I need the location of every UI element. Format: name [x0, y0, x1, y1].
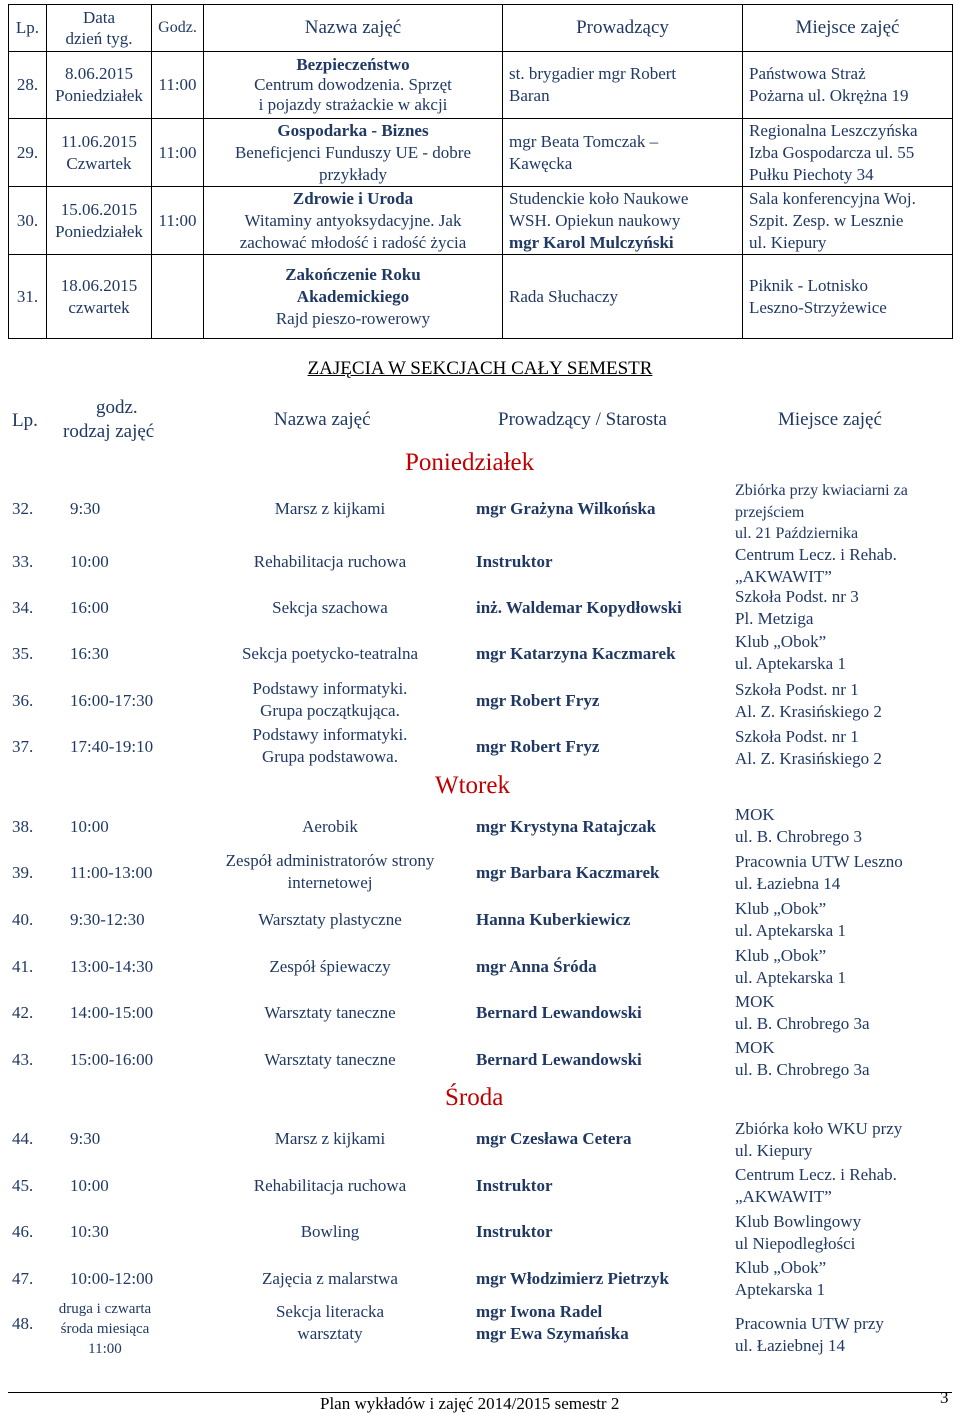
section-header-place: Miejsce zajęć [778, 409, 882, 430]
header-lecturer: Prowadzący [503, 5, 743, 52]
entry-lecturer: Bernard Lewandowski [476, 1050, 642, 1069]
entry-place: Szkoła Podst. nr 1 Al. Z. Krasińskiego 2 [735, 680, 882, 721]
row-time: 11:00 [152, 187, 204, 255]
entry-time: 9:30-12:30 [70, 910, 145, 929]
entry-lecturer: mgr Katarzyna Kaczmarek [476, 644, 676, 663]
entry-name: Warsztaty taneczne [264, 1003, 396, 1022]
row-name: Gospodarka - Biznes Beneficjenci Funduszy UE - dobre przykłady [204, 119, 503, 187]
row-name: Bezpieczeństwo Centrum dowodzenia. Sprzęt i pojazdy strażackie w akcji [204, 52, 503, 119]
entry-lecturer: Hanna Kuberkiewicz [476, 910, 631, 929]
table-row [9, 255, 953, 339]
entry-lp: 44. [12, 1129, 34, 1148]
entry-lp: 34. [12, 598, 34, 617]
row-name: Zakończenie Roku Akademickiego Rajd pieszo-rowerowy [204, 255, 503, 339]
row-name: Zdrowie i Uroda Witaminy antyoksydacyjne. Jak zachować młodość i radość życia [204, 187, 503, 255]
entry-name: Marsz z kijkami [274, 1129, 386, 1148]
entry-place: Klub „Obok” Aptekarska 1 [735, 1258, 827, 1299]
entry-time: 10:00 [70, 1176, 109, 1195]
entry-time: 9:30 [70, 499, 101, 518]
entry-name: Aerobik [302, 817, 358, 836]
day-heading-wednesday: Środa [445, 1084, 504, 1111]
section-header-name: Nazwa zajęć [274, 409, 371, 430]
entry-time: 16:00-17:30 [70, 691, 154, 710]
entry-lecturer: mgr Włodzimierz Pietrzyk [476, 1269, 669, 1288]
entry-time: 10:00-12:00 [70, 1269, 154, 1288]
section-header-lecturer: Prowadzący / Starosta [498, 409, 667, 430]
row-lp: 30. [9, 187, 47, 255]
entry-place: Zbiórka koło WKU przy ul. Kiepury [735, 1119, 903, 1160]
entry-lecturer: Instruktor [476, 1176, 553, 1195]
table-row [9, 52, 953, 119]
row-date: 18.06.2015 czwartek [47, 255, 152, 339]
row-date: 15.06.2015 Poniedziałek [47, 187, 152, 255]
entry-place: Klub „Obok” ul. Aptekarska 1 [735, 946, 846, 987]
entry-time: 13:00-14:30 [70, 957, 154, 976]
entry-place: MOK ul. B. Chrobrego 3a [735, 1038, 870, 1079]
row-place: Piknik - Lotnisko Leszno-Strzyżewice [743, 255, 953, 339]
section-header-type: rodzaj zajęć [63, 421, 155, 442]
entry-time: 11:00-13:00 [70, 863, 153, 882]
row-place: Regionalna Leszczyńska Izba Gospodarcza ul. 55 Pułku Piechoty 34 [743, 119, 953, 187]
row-lecturer: mgr Beata Tomczak – Kawęcka [503, 119, 743, 187]
entry-lp: 36. [12, 691, 34, 710]
entry-name: Warsztaty plastyczne [258, 910, 402, 929]
row-lecturer: Studenckie koło Naukowe WSH. Opiekun naukowy mgr Karol Mulczyński [503, 187, 743, 255]
entry-time: 9:30 [70, 1129, 101, 1148]
entry-lecturer: mgr Iwona Radel mgr Ewa Szymańska [476, 1302, 629, 1343]
entry-place: MOK ul. B. Chrobrego 3a [735, 992, 870, 1033]
entry-lecturer: inż. Waldemar Kopydłowski [476, 598, 682, 617]
entry-place: Pracownia UTW Leszno ul. Łaziebna 14 [735, 852, 903, 893]
entry-time: 15:00-16:00 [70, 1050, 154, 1069]
entry-lp: 47. [12, 1269, 34, 1288]
entry-name: Sekcja poetycko-teatralna [241, 644, 419, 663]
entry-time: 14:00-15:00 [70, 1003, 154, 1022]
footer-text: Plan wykładów i zajęć 2014/2015 semestr 2 [320, 1394, 620, 1413]
entry-place: Zbiórka przy kwiaciarni za przejściem ul. 21 Października [735, 482, 908, 542]
entry-lp: 41. [12, 957, 34, 976]
entry-name: Podstawy informatyki. Grupa podstawowa. [252, 725, 408, 766]
entry-lp: 43. [12, 1050, 34, 1069]
entry-name: Warsztaty taneczne [264, 1050, 396, 1069]
entry-place: Szkoła Podst. nr 3 Pl. Metziga [735, 587, 859, 628]
header-time: Godz. [152, 5, 204, 52]
row-date: 8.06.2015 Poniedziałek [47, 52, 152, 119]
entry-place: Klub „Obok” ul. Aptekarska 1 [735, 632, 846, 673]
entry-name: Marsz z kijkami [274, 499, 386, 518]
entry-time: 16:00 [70, 598, 109, 617]
entry-name: Rehabilitacja ruchowa [253, 1176, 407, 1195]
header-date: Data dzień tyg. [47, 5, 152, 52]
entry-place: Szkoła Podst. nr 1 Al. Z. Krasińskiego 2 [735, 727, 882, 768]
entry-lp: 37. [12, 737, 34, 756]
section-header-lp: Lp. [12, 410, 38, 431]
row-time [152, 255, 204, 339]
row-place: Sala konferencyjna Woj. Szpit. Zesp. w Lesznie ul. Kiepury [743, 187, 953, 255]
entry-place: Klub Bowlingowy ul Niepodległości [735, 1212, 862, 1253]
entry-lecturer: Instruktor [476, 1222, 553, 1241]
entry-lecturer: mgr Robert Fryz [476, 737, 600, 756]
entry-time: 10:00 [70, 817, 109, 836]
entry-lecturer: Instruktor [476, 552, 553, 571]
header-lp: Lp. [9, 5, 47, 52]
section-title: ZAJĘCIA W SEKCJACH CAŁY SEMESTR [307, 358, 653, 379]
row-lp: 29. [9, 119, 47, 187]
table-row [9, 187, 953, 255]
day-heading-monday: Poniedziałek [405, 449, 535, 476]
entry-lecturer: Bernard Lewandowski [476, 1003, 642, 1022]
table-row [9, 119, 953, 187]
entry-lp: 42. [12, 1003, 34, 1022]
table-header-row [9, 5, 953, 52]
row-time: 11:00 [152, 119, 204, 187]
entry-time: 17:40-19:10 [70, 737, 154, 756]
entry-lp: 33. [12, 552, 34, 571]
entry-place: Centrum Lecz. i Rehab. „AKWAWIT” [735, 1165, 897, 1206]
entry-name: Podstawy informatyki. Grupa początkująca. [252, 679, 408, 720]
entry-name: Rehabilitacja ruchowa [253, 552, 407, 571]
entry-lecturer: mgr Czesława Cetera [476, 1129, 632, 1148]
row-place: Państwowa Straż Pożarna ul. Okrężna 19 [743, 52, 953, 119]
entry-lecturer: mgr Krystyna Ratajczak [476, 817, 657, 836]
entry-name: Bowling [300, 1222, 360, 1241]
entry-lecturer: mgr Anna Śróda [476, 957, 597, 976]
entry-lp: 32. [12, 499, 34, 518]
row-time: 11:00 [152, 52, 204, 119]
schedule-table [8, 4, 953, 339]
section-header-time: godz. [96, 397, 138, 418]
entry-lp: 45. [12, 1176, 34, 1195]
entry-name: Zespół śpiewaczy [269, 957, 391, 976]
entry-name: Zespół administratorów strony internetowej [225, 851, 435, 892]
entry-name: Sekcja literacka warsztaty [275, 1302, 385, 1343]
page-number: 3 [940, 1388, 949, 1407]
entry-time: druga i czwarta środa miesiąca 11:00 [58, 1301, 152, 1357]
row-lp: 28. [9, 52, 47, 119]
entry-time: 10:00 [70, 552, 109, 571]
row-lp: 31. [9, 255, 47, 339]
entry-name: Zajęcia z malarstwa [262, 1269, 398, 1288]
row-date: 11.06.2015 Czwartek [47, 119, 152, 187]
entry-lp: 38. [12, 817, 34, 836]
entry-lp: 39. [12, 863, 34, 882]
entry-time: 10:30 [70, 1222, 109, 1241]
entry-place: MOK ul. B. Chrobrego 3 [735, 805, 863, 846]
entry-time: 16:30 [70, 644, 109, 663]
entry-lp: 35. [12, 644, 34, 663]
entry-lp: 48. [12, 1314, 34, 1333]
day-heading-tuesday: Wtorek [435, 772, 510, 799]
row-lecturer: Rada Słuchaczy [503, 255, 743, 339]
entry-place: Centrum Lecz. i Rehab. „AKWAWIT” [735, 545, 897, 586]
entry-lp: 46. [12, 1222, 34, 1241]
header-name: Nazwa zajęć [204, 5, 503, 52]
entry-place: Pracownia UTW przy ul. Łaziebnej 14 [735, 1314, 884, 1355]
entry-name: Sekcja szachowa [272, 598, 388, 617]
entry-lecturer: mgr Barbara Kaczmarek [476, 863, 660, 882]
entry-lecturer: mgr Grażyna Wilkońska [476, 499, 656, 518]
entry-place: Klub „Obok” ul. Aptekarska 1 [735, 899, 846, 940]
header-place: Miejsce zajęć [743, 5, 953, 52]
entry-lecturer: mgr Robert Fryz [476, 691, 600, 710]
row-lecturer: st. brygadier mgr Robert Baran [503, 52, 743, 119]
entry-lp: 40. [12, 910, 34, 929]
